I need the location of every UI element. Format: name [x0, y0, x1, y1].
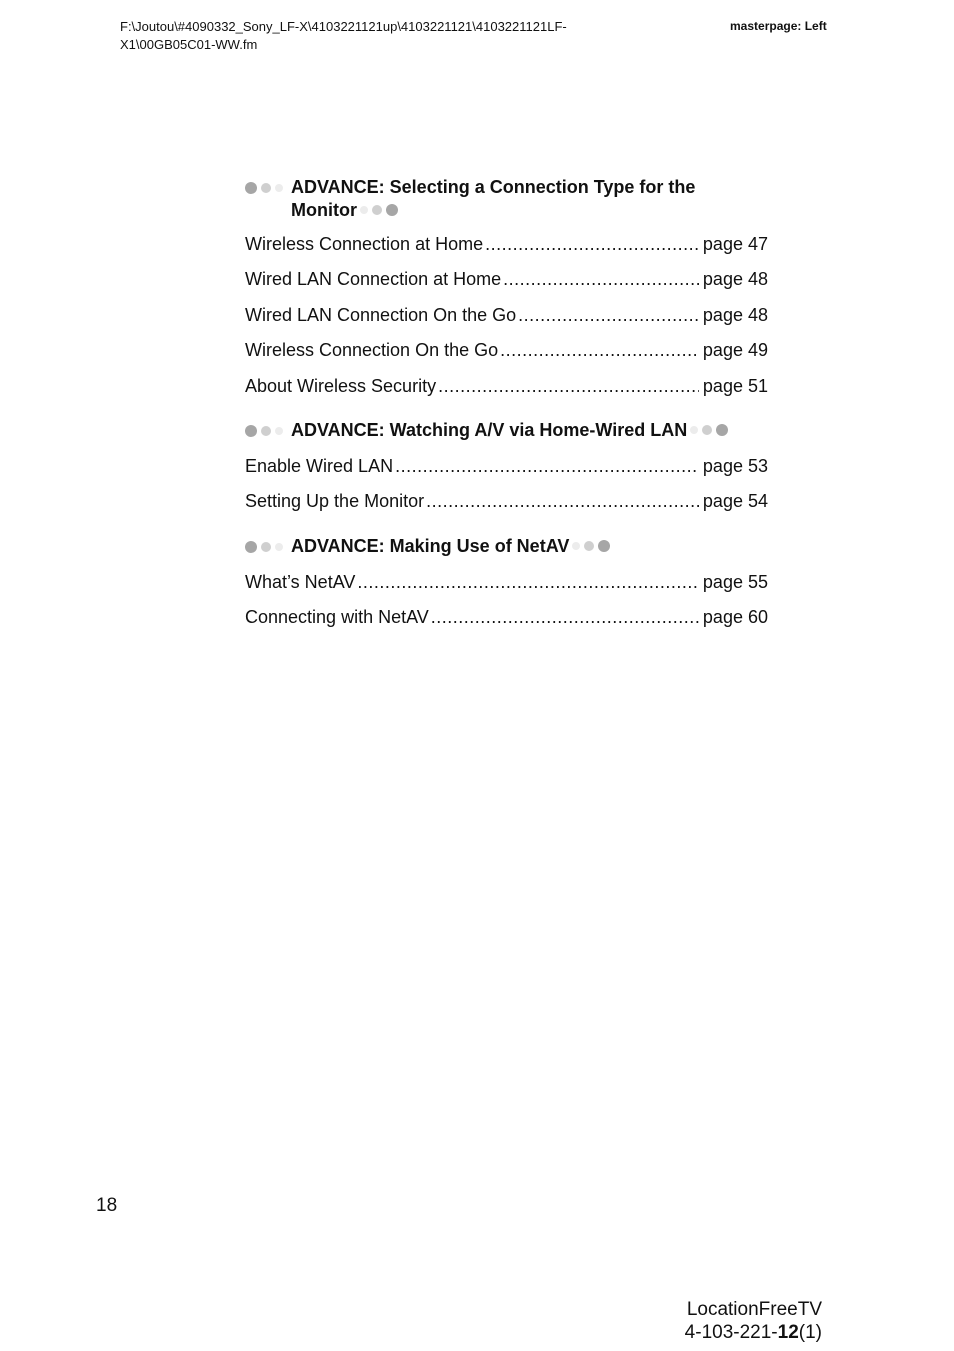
- toc-entry-title: Enable Wired LAN: [245, 455, 394, 476]
- section-heading-netav: [245, 535, 768, 558]
- toc-entry-page: page 47: [702, 234, 768, 254]
- dot-leader: [518, 303, 699, 327]
- toc-entry-title: What’s NetAV: [245, 571, 356, 592]
- toc-entry[interactable]: [245, 338, 768, 373]
- section-heading-line-2: Monitor: [291, 200, 357, 220]
- dot-leader: [431, 605, 699, 629]
- product-name: LocationFreeTV: [686, 1299, 822, 1320]
- product-code-suffix: (1): [798, 1322, 822, 1343]
- toc-entry[interactable]: [245, 489, 768, 524]
- toc-entry-title: Setting Up the Monitor: [245, 491, 425, 512]
- product-code-bold: 12: [777, 1322, 799, 1343]
- dot-leader: [500, 338, 699, 362]
- toc-entry-title: Wired LAN Connection at Home: [245, 269, 502, 290]
- product-code-prefix: 4-103-221-: [684, 1322, 778, 1343]
- file-path-header: [120, 18, 660, 54]
- dot-leader: [395, 454, 699, 478]
- masterpage-label: masterpage: Left: [730, 19, 827, 33]
- toc-entry-title: Wired LAN Connection On the Go: [245, 304, 517, 325]
- section-heading-wired-lan: [245, 419, 768, 442]
- toc-entry-page: page 54: [702, 491, 768, 512]
- toc-entry-page: page 49: [702, 340, 768, 361]
- toc-entry[interactable]: [245, 374, 768, 409]
- toc-entry-page: page 60: [702, 607, 768, 628]
- file-path-line-1: F:\Joutou\#4090332_Sony_LF-X\4103221121up\4103221121\4103221121LF-: [120, 19, 567, 34]
- toc-entry-title: About Wireless Security: [245, 375, 437, 396]
- section-heading-connection-type: [245, 176, 768, 222]
- dot-leader: [357, 570, 699, 594]
- dot-leader: [438, 374, 699, 398]
- trail-dots-icon: [360, 204, 402, 216]
- section-heading-line-1: ADVANCE: Selecting a Connection Type for the: [291, 177, 696, 197]
- lead-dots-icon: [245, 425, 287, 437]
- toc-entry-title: Connecting with NetAV: [245, 607, 429, 628]
- toc-entry[interactable]: [245, 605, 768, 640]
- trail-dots-icon: [690, 424, 732, 436]
- page-number: 18: [96, 1195, 118, 1216]
- toc-entry-page: page 48: [702, 269, 768, 290]
- toc-entry-page: page 53: [702, 455, 768, 476]
- file-path-line-2: X1\00GB05C01-WW.fm: [120, 37, 258, 52]
- section-heading-line-1: ADVANCE: Watching A/V via Home-Wired LAN: [291, 419, 688, 440]
- toc-entry[interactable]: [245, 570, 768, 605]
- dot-leader: [503, 267, 699, 291]
- toc-entry-page: page 51: [702, 375, 768, 396]
- toc-entry-title: Wireless Connection at Home: [245, 234, 484, 254]
- trail-dots-icon: [572, 540, 614, 552]
- table-of-contents: [245, 176, 768, 641]
- toc-entry[interactable]: [245, 232, 768, 267]
- lead-dots-icon: [245, 541, 287, 553]
- toc-entry-title: Wireless Connection On the Go: [245, 340, 499, 361]
- dot-leader: [485, 232, 699, 256]
- section-heading-line-1: ADVANCE: Making Use of NetAV: [291, 535, 570, 556]
- dot-leader: [426, 489, 699, 513]
- toc-entry-page: page 48: [702, 304, 768, 325]
- toc-entry[interactable]: [245, 303, 768, 338]
- lead-dots-icon: [245, 182, 287, 194]
- toc-entry[interactable]: [245, 267, 768, 302]
- product-footer: [685, 1298, 822, 1344]
- toc-entry-page: page 55: [702, 571, 768, 592]
- product-code: [685, 1321, 822, 1344]
- toc-entry[interactable]: [245, 454, 768, 489]
